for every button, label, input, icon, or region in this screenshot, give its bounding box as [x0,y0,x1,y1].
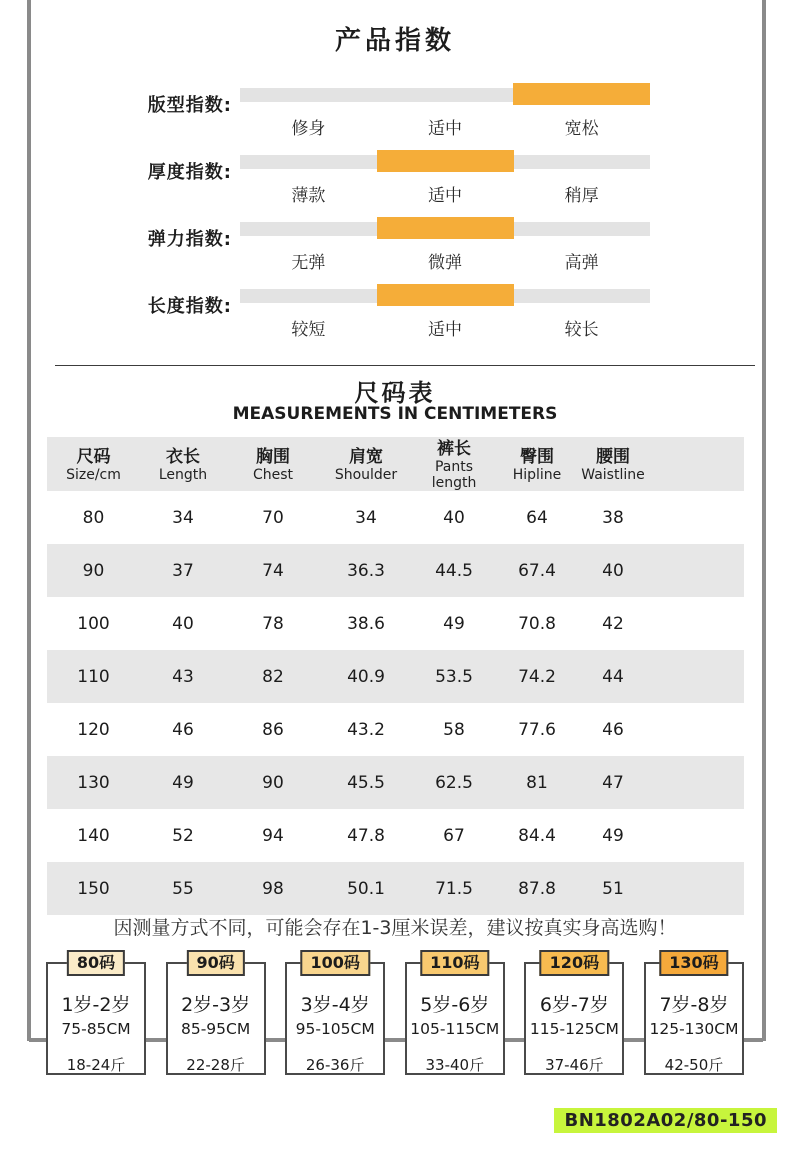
size-card-age: 2岁-3岁 [181,994,251,1016]
size-card-age: 3岁-4岁 [300,994,370,1016]
size-card-80 [46,953,146,1075]
size-card-weight: 26-36斤 [305,1056,365,1074]
size-card-110 [405,953,505,1075]
size-card-weight: 37-46斤 [545,1056,604,1074]
index-row-elasticity [0,216,790,283]
size-recommendation-cards [46,948,744,1075]
size-card-130 [644,953,744,1075]
option-label: 修身 [291,119,326,139]
size-card-badge: 130码 [659,950,728,976]
size-card-100 [285,953,385,1075]
option-label: 适中 [428,119,462,139]
size-card-age: 7岁-8岁 [659,994,729,1016]
size-card-badge: 110码 [420,950,489,976]
size-card-weight: 33-40斤 [425,1056,485,1074]
size-card-age: 6岁-7岁 [539,994,609,1016]
size-card-weight: 22-28斤 [186,1056,245,1074]
table-row: 110 43 82 40.9 53.5 74.2 44 [47,650,744,703]
option-label: 微弹 [428,253,462,273]
col-header-shoulder: 肩宽 Shoulder [334,447,398,483]
size-card-badge: 90码 [186,950,244,976]
section-divider-line [55,365,755,366]
size-card-height: 105-115CM [410,1020,500,1038]
size-table-header-row [47,437,744,491]
option-label: 适中 [428,320,462,340]
index-row-thickness [0,149,790,216]
size-card-badge: 80码 [67,950,125,976]
table-row: 80 34 70 34 40 64 38 [82,507,624,528]
option-label: 高弹 [564,253,599,273]
size-card-height: 95-105CM [295,1020,375,1038]
col-header-filler [648,437,744,491]
size-table [47,437,744,915]
option-label: 薄款 [291,186,326,206]
size-card-height: 125-130CM [649,1020,739,1038]
table-row: 130 49 90 45.5 62.5 81 47 [47,756,744,809]
size-chart-subtitle: MEASUREMENTS IN CENTIMETERS [232,404,558,424]
size-card-age: 5岁-6岁 [420,994,490,1016]
size-card-badge: 100码 [300,950,369,976]
col-header-length: 衣长 Length [158,447,208,483]
option-label: 适中 [428,186,462,206]
index-bar-options [240,114,650,139]
col-header-size: 尺码 Size/cm [66,447,121,483]
size-card-height: 115-125CM [529,1020,619,1038]
option-label: 较短 [291,320,326,340]
option-label: 稍厚 [564,186,599,206]
index-bar-highlight [377,284,514,306]
table-row: 100 40 78 38.6 49 70.8 42 [77,613,624,634]
index-row-label: 版型指数: [147,95,232,116]
table-row: 140 52 94 47.8 67 84.4 49 [77,825,624,846]
option-label: 无弹 [291,253,326,273]
col-header-waistline: 腰围 Waistline [581,447,645,483]
size-card-badge: 120码 [540,950,609,976]
index-bar-options [240,315,650,340]
index-bar-options [240,248,650,273]
index-row-length [0,283,790,350]
product-index-section [0,82,790,350]
index-row-label: 长度指数: [147,296,232,317]
option-label: 较长 [564,320,599,340]
option-label: 宽松 [564,119,599,139]
col-header-hipline: 臀围 Hipline [512,447,562,483]
index-bar-highlight [377,217,514,239]
size-card-weight: 42-50斤 [664,1056,724,1074]
index-bar-highlight [377,150,514,172]
page-title: 产品指数 [334,26,455,56]
size-card-height: 75-85CM [61,1020,131,1038]
table-row: 150 55 98 50.1 71.5 87.8 51 [47,862,744,915]
index-row-label: 厚度指数: [147,162,232,183]
size-card-90 [166,953,266,1075]
index-bar-options [240,181,650,206]
col-header-chest: 胸围 Chest [252,447,294,483]
size-card-age: 1岁-2岁 [61,994,131,1016]
size-card-height: 85-95CM [180,1020,251,1038]
size-card-weight: 18-24斤 [66,1056,126,1074]
size-card-120 [524,953,624,1075]
col-header-pants-length: 裤长 Pants length [431,439,477,491]
size-chart-title: 尺码表 [354,379,436,407]
table-row: 90 37 74 36.3 44.5 67.4 40 [47,544,744,597]
measurement-note: 因测量方式不同，可能会存在1-3厘米误差，建议按真实身高选购！ [113,917,677,939]
sku-badge: BN1802A02/80-150 [554,1108,777,1133]
index-row-label: 弹力指数: [147,229,232,250]
index-bar-highlight [513,83,650,105]
index-row-fit [0,82,790,149]
table-row: 120 46 86 43.2 58 77.6 46 [77,719,624,740]
